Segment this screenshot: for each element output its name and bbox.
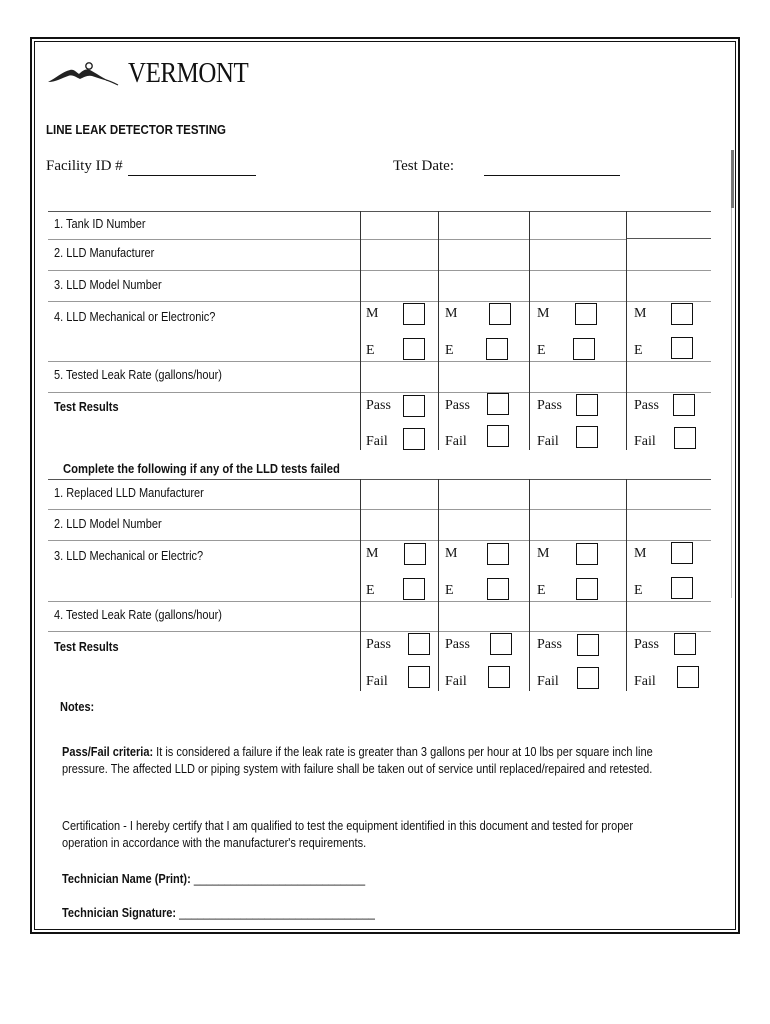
- technician-signature-field[interactable]: ________________________________: [179, 906, 375, 920]
- checkbox-fail[interactable]: [408, 666, 430, 688]
- checkbox-fail[interactable]: [577, 667, 599, 689]
- test-date-field[interactable]: [484, 175, 620, 176]
- failed-tests-heading: Complete the following if any of the LLD tests failed: [63, 462, 340, 476]
- option-e-label: E: [537, 583, 546, 598]
- checkbox-pass[interactable]: [487, 393, 509, 415]
- checkbox-m[interactable]: [403, 303, 425, 325]
- checkbox-m[interactable]: [576, 543, 598, 565]
- checkbox-fail[interactable]: [487, 425, 509, 447]
- checkbox-pass[interactable]: [403, 395, 425, 417]
- option-m-label: M: [366, 546, 379, 561]
- checkbox-e[interactable]: [486, 338, 508, 360]
- row-leak-rate: 5. Tested Leak Rate (gallons/hour): [54, 368, 222, 382]
- technician-name-line: [62, 871, 678, 888]
- technician-signature-label: Technician Signature:: [62, 906, 177, 920]
- checkbox-e[interactable]: [671, 337, 693, 359]
- test-date-label: Test Date:: [393, 158, 455, 174]
- checkbox-pass[interactable]: [408, 633, 430, 655]
- option-m-label: M: [634, 546, 647, 561]
- option-e-label: E: [445, 583, 454, 598]
- checkbox-m[interactable]: [575, 303, 597, 325]
- checkbox-pass[interactable]: [490, 633, 512, 655]
- option-e-label: E: [366, 343, 375, 358]
- option-fail-label: Fail: [366, 674, 388, 689]
- logo-text: VERMONT: [128, 57, 249, 89]
- option-m-label: M: [366, 306, 379, 321]
- row-lld-model: 2. LLD Model Number: [54, 517, 162, 531]
- scrollbar-track[interactable]: [731, 208, 732, 598]
- option-fail-label: Fail: [634, 434, 656, 449]
- checkbox-m[interactable]: [671, 303, 693, 325]
- option-pass-label: Pass: [366, 637, 391, 652]
- row-test-results: Test Results: [54, 400, 119, 414]
- checkbox-m[interactable]: [404, 543, 426, 565]
- checkbox-pass[interactable]: [576, 394, 598, 416]
- row-lld-model: 3. LLD Model Number: [54, 278, 162, 292]
- row-leak-rate: 4. Tested Leak Rate (gallons/hour): [54, 608, 222, 622]
- scrollbar-thumb[interactable]: [731, 150, 734, 208]
- checkbox-pass[interactable]: [674, 633, 696, 655]
- certification-text: Certification - I hereby certify that I am qualified to test the equipment identified in this document and tested for proper operation in accordance with the manufacturer's requirements.: [62, 819, 634, 850]
- option-pass-label: Pass: [537, 398, 562, 413]
- checkbox-e[interactable]: [671, 577, 693, 599]
- facility-id-label: Facility ID #: [46, 158, 123, 174]
- checkbox-m[interactable]: [487, 543, 509, 565]
- option-fail-label: Fail: [537, 674, 559, 689]
- option-fail-label: Fail: [537, 434, 559, 449]
- checkbox-e[interactable]: [487, 578, 509, 600]
- checkbox-m[interactable]: [489, 303, 511, 325]
- mountain-logo-icon: [46, 58, 124, 88]
- criteria-label: Pass/Fail criteria:: [62, 745, 154, 759]
- option-m-label: M: [634, 306, 647, 321]
- option-m-label: M: [445, 306, 458, 321]
- row-lld-type: 4. LLD Mechanical or Electronic?: [54, 310, 216, 324]
- checkbox-pass[interactable]: [673, 394, 695, 416]
- technician-signature-line: [62, 905, 678, 922]
- row-tank-id: 1. Tank ID Number: [54, 217, 146, 231]
- checkbox-e[interactable]: [403, 338, 425, 360]
- option-e-label: E: [537, 343, 546, 358]
- checkbox-fail[interactable]: [488, 666, 510, 688]
- row-test-results: Test Results: [54, 640, 119, 654]
- option-m-label: M: [445, 546, 458, 561]
- option-m-label: M: [537, 546, 550, 561]
- option-fail-label: Fail: [445, 434, 467, 449]
- checkbox-m[interactable]: [671, 542, 693, 564]
- form-title: LINE LEAK DETECTOR TESTING: [46, 123, 226, 137]
- checkbox-e[interactable]: [573, 338, 595, 360]
- option-e-label: E: [445, 343, 454, 358]
- checkbox-fail[interactable]: [576, 426, 598, 448]
- option-e-label: E: [634, 583, 643, 598]
- checkbox-e[interactable]: [576, 578, 598, 600]
- pass-fail-criteria-text: [62, 744, 678, 778]
- option-e-label: E: [366, 583, 375, 598]
- option-fail-label: Fail: [366, 434, 388, 449]
- criteria-body: It is considered a failure if the leak rate is greater than 3 gallons per hour at 10 lbs per square inch line pressure. The affected LLD or piping system with failure shall be taken out of service until replaced/repaired and retested.: [62, 745, 653, 776]
- option-pass-label: Pass: [445, 637, 470, 652]
- row-lld-type: 3. LLD Mechanical or Electric?: [54, 549, 204, 563]
- option-e-label: E: [634, 343, 643, 358]
- option-fail-label: Fail: [634, 674, 656, 689]
- option-pass-label: Pass: [634, 398, 659, 413]
- checkbox-fail[interactable]: [403, 428, 425, 450]
- option-pass-label: Pass: [445, 398, 470, 413]
- option-pass-label: Pass: [537, 637, 562, 652]
- technician-name-label: Technician Name (Print):: [62, 872, 191, 886]
- row-lld-manufacturer: 2. LLD Manufacturer: [54, 246, 155, 260]
- checkbox-fail[interactable]: [677, 666, 699, 688]
- technician-name-field[interactable]: ____________________________: [193, 872, 366, 886]
- checkbox-pass[interactable]: [577, 634, 599, 656]
- row-replaced-manufacturer: 1. Replaced LLD Manufacturer: [54, 486, 204, 500]
- facility-id-field[interactable]: [128, 175, 256, 176]
- option-pass-label: Pass: [634, 637, 659, 652]
- option-pass-label: Pass: [366, 398, 391, 413]
- option-m-label: M: [537, 306, 550, 321]
- notes-label: Notes:: [60, 700, 95, 714]
- checkbox-e[interactable]: [403, 578, 425, 600]
- checkbox-fail[interactable]: [674, 427, 696, 449]
- option-fail-label: Fail: [445, 674, 467, 689]
